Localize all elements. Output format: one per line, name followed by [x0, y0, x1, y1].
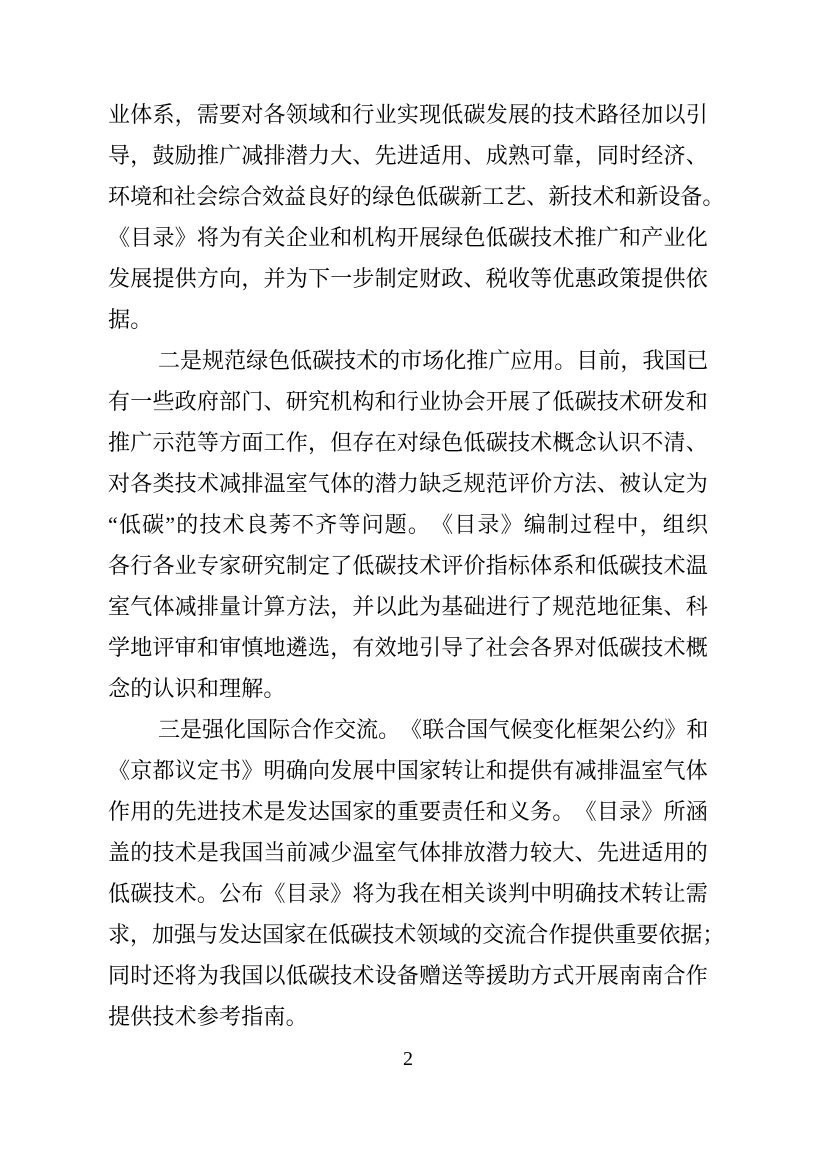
text-line: 作 用 的 先 进 技 术 是 发 达 国 家 的 重 要 责 任 和 义 务 。 《 目 录 》 所 涵: [108, 799, 708, 824]
text-line: 提 供 技 术 参 考 指 南 。: [108, 1004, 308, 1029]
text-line: 室 气 体 减 排 量 计 算 方 法 ， 并 以 此 为 基 础 进 行 了 规 范 地 征 集 、 科: [108, 594, 708, 619]
text-line: 有 一 些 政 府 部 门 、 研 究 机 构 和 行 业 协 会 开 展 了 低 碳 技 术 研 发 和: [108, 389, 708, 414]
paragraph: [108, 709, 725, 1037]
text-line: 同 时 还 将 为 我 国 以 低 碳 技 术 设 备 赠 送 等 援 助 方 式 开 展 南 南 合 作: [108, 963, 708, 988]
text-line: 各 行 各 业 专 家 研 究 制 定 了 低 碳 技 术 评 价 指 标 体 系 和 低 碳 技 术 温: [108, 553, 708, 578]
page-footer: [108, 1048, 708, 1071]
text-line: 低 碳 技 术 。 公 布 《 目 录 》 将 为 我 在 相 关 谈 判 中 明 确 技 术 转 让 需: [108, 881, 708, 906]
text-line: 业 体 系 ， 需 要 对 各 领 域 和 行 业 实 现 低 碳 发 展 的 技 术 路 径 加 以 引: [108, 102, 708, 127]
paragraph: [108, 94, 725, 340]
text-line: 学 地 评 审 和 审 慎 地 遴 选 ， 有 效 地 引 导 了 社 会 各 界 对 低 碳 技 术 概: [108, 635, 708, 660]
text-line: 发 展 提 供 方 向 ， 并 为 下 一 步 制 定 财 政 、 税 收 等 优 惠 政 策 提 供 依: [108, 266, 708, 291]
text-line: 三 是 强 化 国 际 合 作 交 流 。 《 联 合 国 气 候 变 化 框 架 公 约 》 和: [158, 717, 709, 742]
text-line: 求 ， 加 强 与 发 达 国 家 在 低 碳 技 术 领 域 的 交 流 合 作 提 供 重 要 依 据 ；: [108, 922, 725, 947]
text-line: 《 目 录 》 将 为 有 关 企 业 和 机 构 开 展 绿 色 低 碳 技 术 推 广 和 产 业 化: [108, 225, 708, 250]
text-line: 据 。: [108, 307, 153, 332]
text-line: 《 京 都 议 定 书 》 明 确 向 发 展 中 国 家 转 让 和 提 供 有 减 排 温 室 气 体: [108, 758, 708, 783]
text-block: [108, 94, 725, 1037]
text-line: “ 低 碳 ” 的 技 术 良 莠 不 齐 等 问 题 。 《 目 录 》 编 制 过 程 中 ， 组 织: [108, 512, 708, 537]
text-line: 二 是 规 范 绿 色 低 碳 技 术 的 市 场 化 推 广 应 用 。 目 前 ， 我 国 已: [158, 348, 709, 373]
text-line: 盖 的 技 术 是 我 国 当 前 减 少 温 室 气 体 排 放 潜 力 较 大 、 先 进 适 用 的: [108, 840, 708, 865]
text-line: 推 广 示 范 等 方 面 工 作 ， 但 存 在 对 绿 色 低 碳 技 术 概 念 认 识 不 清 、: [108, 430, 708, 455]
paragraph: [108, 340, 708, 709]
text-line: 导 ， 鼓 励 推 广 减 排 潜 力 大 、 先 进 适 用 、 成 熟 可 靠 ， 同 时 经 济 、: [108, 143, 708, 168]
text-line: 念 的 认 识 和 理 解 。: [108, 676, 286, 701]
page-number: 2: [403, 1048, 413, 1070]
text-line: 对 各 类 技 术 减 排 温 室 气 体 的 潜 力 缺 乏 规 范 评 价 方 法 、 被 认 定 为: [108, 471, 708, 496]
text-line: 环 境 和 社 会 综 合 效 益 良 好 的 绿 色 低 碳 新 工 艺 、 新 技 术 和 新 设 备 。: [108, 184, 725, 209]
